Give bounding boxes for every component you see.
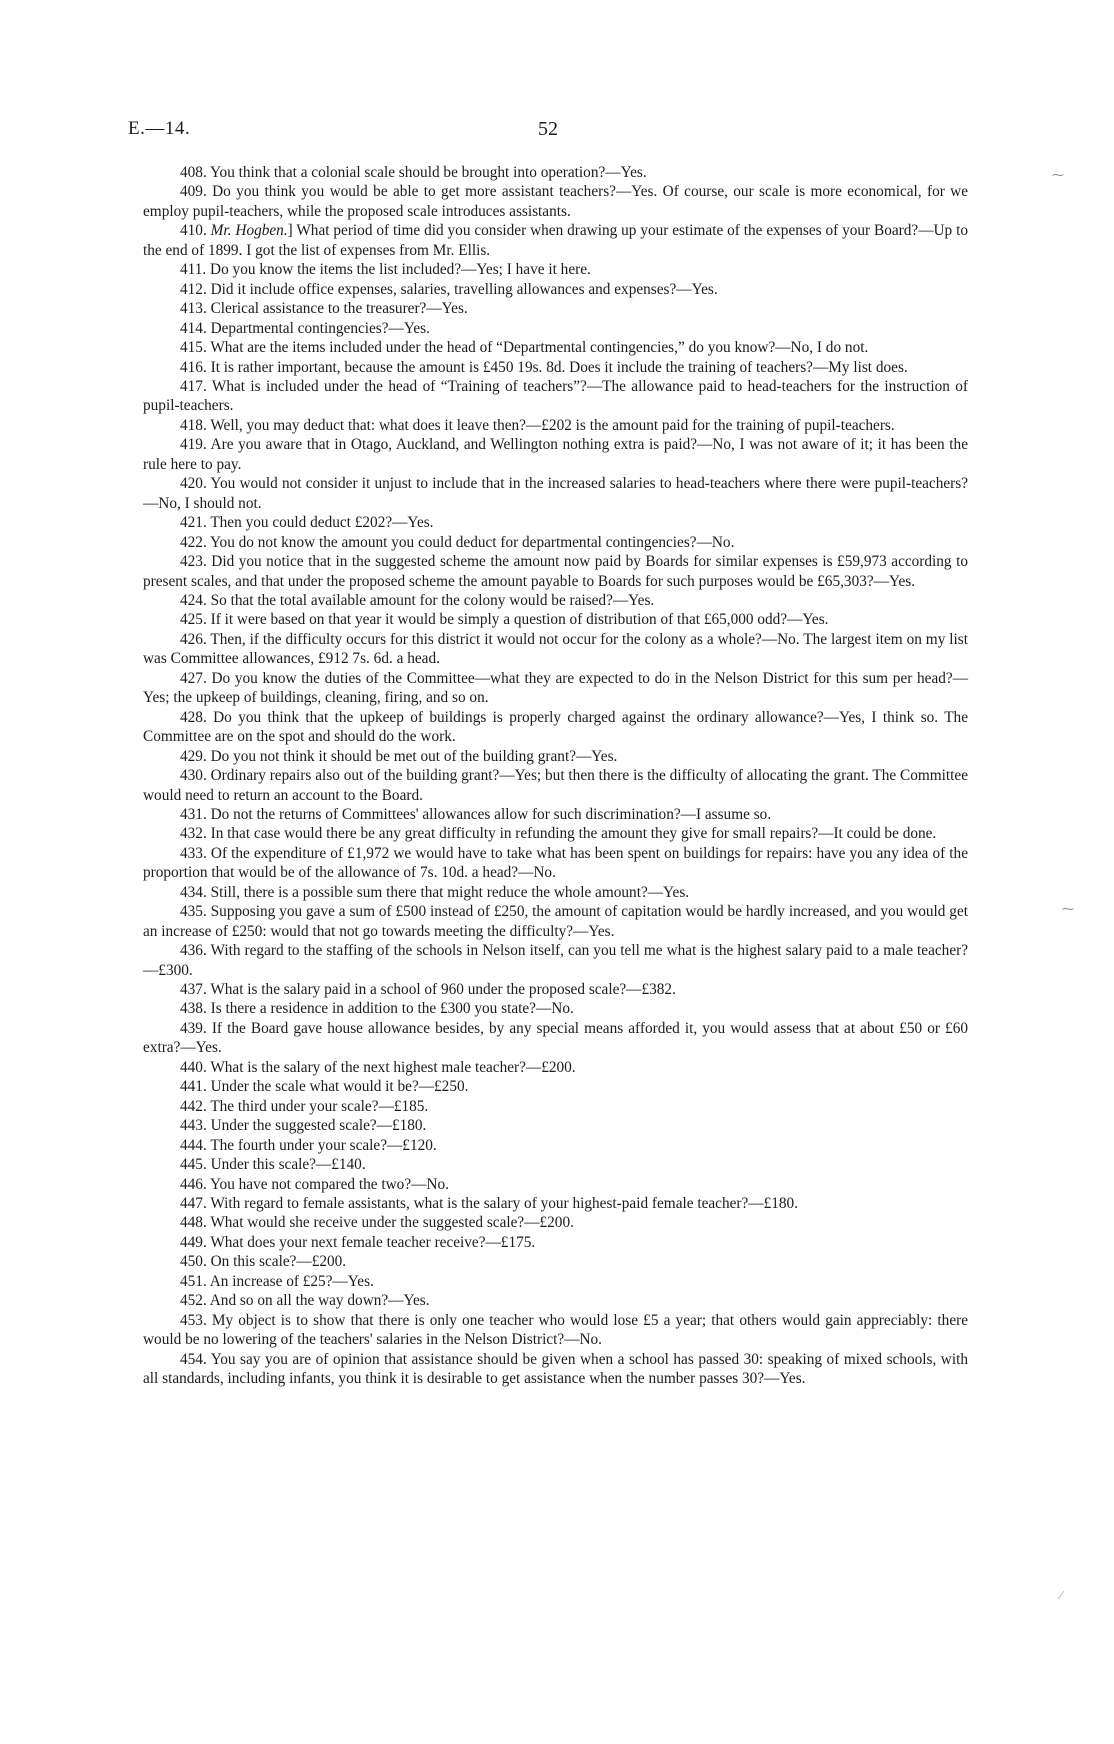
question-answer-paragraph: 433. Of the expenditure of £1,972 we would have to take what has been spent on buildings for repairs: have you any idea of the proportion that would be of the allowance of 7s. 10d. a head?—No. — [143, 844, 968, 882]
question-answer-paragraph: 409. Do you think you would be able to get more assistant teachers?—Yes. Of course, our scale is more economical, for we employ pupil-teachers, while the proposed scale introduces assistants. — [143, 183, 968, 220]
question-answer-paragraph: 444. The fourth under your scale?—£120. — [180, 1136, 437, 1154]
question-answer-paragraph: 442. The third under your scale?—£185. — [180, 1097, 429, 1115]
question-answer-paragraph: 421. Then you could deduct £202?—Yes. — [180, 514, 434, 532]
question-answer-paragraph: 415. What are the items included under the head of “Departmental contingencies,” do you know?—No, I do not. — [180, 339, 869, 357]
question-answer-paragraph: 438. Is there a residence in addition to the £300 you state?—No. — [180, 1000, 574, 1018]
question-answer-paragraph: 431. Do not the returns of Committees' allowances allow for such discrimination?—I assume so. — [180, 805, 772, 823]
margin-pencil-mark: ⁓ — [1062, 902, 1074, 916]
question-answer-paragraph: 448. What would she receive under the suggested scale?—£200. — [180, 1214, 574, 1232]
question-answer-paragraph: 441. Under the scale what would it be?—£250. — [180, 1078, 469, 1096]
document-reference: E.—14. — [128, 118, 191, 139]
question-answer-paragraph: 411. Do you know the items the list included?—Yes; I have it here. — [180, 261, 591, 279]
question-answer-paragraph: 418. Well, you may deduct that: what does it leave then?—£202 is the amount paid for the training of pupil-teachers. — [180, 416, 895, 434]
question-answer-paragraph: 422. You do not know the amount you could deduct for departmental contingencies?—No. — [180, 533, 735, 551]
question-answer-paragraph: 417. What is included under the head of “Training of teachers”?—The allowance paid to head-teachers for the instruction of pupil-teachers. — [143, 377, 968, 415]
question-answer-paragraph: 429. Do you not think it should be met out of the building grant?—Yes. — [180, 747, 618, 765]
question-answer-paragraph: 427. Do you know the duties of the Committee—what they are expected to do in the Nelson District for this sum per head?—Yes; the upkeep of buildings, cleaning, firing, and so on. — [143, 669, 968, 707]
question-answer-paragraph: 451. An increase of £25?—Yes. — [180, 1272, 374, 1290]
question-answer-paragraph: 447. With regard to female assistants, what is the salary of your highest-paid female teacher?—£180. — [180, 1195, 799, 1213]
question-answer-paragraph: 419. Are you aware that in Otago, Auckland, and Wellington nothing extra is paid?—No, I was not aware of it; it has been the rule here to pay. — [143, 436, 968, 473]
question-answer-paragraph: 410. Mr. Hogben.] What period of time did you consider when drawing up your estimate of the expenses of your Board?—Up to the end of 1899. I got the list of expenses from Mr. Ellis. — [143, 222, 968, 259]
question-answer-paragraph: 426. Then, if the difficulty occurs for this district it would not occur for the colony as a whole?—No. The largest item on my list was Committee allowances, £912 7s. 6d. a head. — [143, 630, 968, 668]
question-answer-paragraph: 428. Do you think that the upkeep of buildings is properly charged against the ordinary allowance?—Yes, I think so. The Committee are on the spot and should do the work. — [143, 708, 968, 746]
margin-pencil-mark: ∕ — [1060, 1588, 1063, 1602]
question-answer-paragraph: 412. Did it include office expenses, salaries, travelling allowances and expenses?—Yes. — [180, 280, 718, 298]
question-answer-paragraph: 413. Clerical assistance to the treasurer?—Yes. — [180, 300, 468, 318]
margin-pencil-mark: ⁓ — [1052, 168, 1064, 182]
question-answer-paragraph: 443. Under the suggested scale?—£180. — [180, 1117, 427, 1135]
transcript-body — [143, 163, 968, 1389]
question-answer-paragraph: 446. You have not compared the two?—No. — [180, 1175, 449, 1193]
question-answer-paragraph: 432. In that case would there be any great difficulty in refunding the amount they give for small repairs?—It could be done. — [180, 825, 937, 843]
page-number: 52 — [538, 118, 558, 140]
question-answer-paragraph: 425. If it were based on that year it would be simply a question of distribution of that £65,000 odd?—Yes. — [180, 611, 829, 629]
question-answer-paragraph: 423. Did you notice that in the suggested scheme the amount now paid by Boards for similar expenses is £59,973 according to present scales, and that under the proposed scheme the amount payable to Boards for such purposes would be £65,303?—Yes. — [143, 553, 968, 590]
question-answer-paragraph: 435. Supposing you gave a sum of £500 instead of £250, the amount of capitation would be hardly increased, and you would get an increase of £250: would that not go towards meeting the difficulty?—Yes. — [143, 903, 968, 940]
question-answer-paragraph: 449. What does your next female teacher receive?—£175. — [180, 1233, 536, 1251]
question-answer-paragraph: 430. Ordinary repairs also out of the building grant?—Yes; but then there is the difficulty of allocating the grant. The Committee would need to return an account to the Board. — [143, 767, 968, 804]
question-answer-paragraph: 437. What is the salary paid in a school of 960 under the proposed scale?—£382. — [180, 981, 676, 999]
question-answer-paragraph: 424. So that the total available amount for the colony would be raised?—Yes. — [180, 591, 655, 609]
question-answer-paragraph: 439. If the Board gave house allowance besides, by any special means afforded it, you would assess that at about £50 or £60 extra?—Yes. — [143, 1019, 968, 1057]
question-answer-paragraph: 445. Under this scale?—£140. — [180, 1156, 366, 1174]
question-answer-paragraph: 452. And so on all the way down?—Yes. — [180, 1292, 430, 1310]
question-answer-paragraph: 408. You think that a colonial scale should be brought into operation?—Yes. — [180, 164, 647, 181]
question-answer-paragraph: 414. Departmental contingencies?—Yes. — [180, 319, 430, 337]
page-header — [128, 118, 968, 148]
question-answer-paragraph: 434. Still, there is a possible sum there that might reduce the whole amount?—Yes. — [180, 883, 690, 901]
question-answer-paragraph: 454. You say you are of opinion that assistance should be given when a school has passed 30: speaking of mixed schools, with all standards, including infants, you think it is desirable to get assistance when the number passes 30?—Yes. — [143, 1350, 968, 1388]
question-answer-paragraph: 416. It is rather important, because the amount is £450 19s. 8d. Does it include the training of teachers?—My list does. — [180, 358, 908, 376]
question-answer-paragraph: 436. With regard to the staffing of the schools in Nelson itself, can you tell me what is the highest salary paid to a male teacher?—£300. — [143, 942, 968, 979]
question-answer-paragraph: 440. What is the salary of the next highest male teacher?—£200. — [180, 1058, 576, 1076]
question-answer-paragraph: 453. My object is to show that there is only one teacher who would lose £5 a year; that others would gain appreciably: there would be no lowering of the teachers' salaries in the Nelson District?—No. — [143, 1311, 968, 1349]
question-answer-paragraph: 450. On this scale?—£200. — [180, 1253, 347, 1271]
question-answer-paragraph: 420. You would not consider it unjust to include that in the increased salaries to head-teachers where there were pupil-teachers?—No, I should not. — [143, 475, 968, 512]
